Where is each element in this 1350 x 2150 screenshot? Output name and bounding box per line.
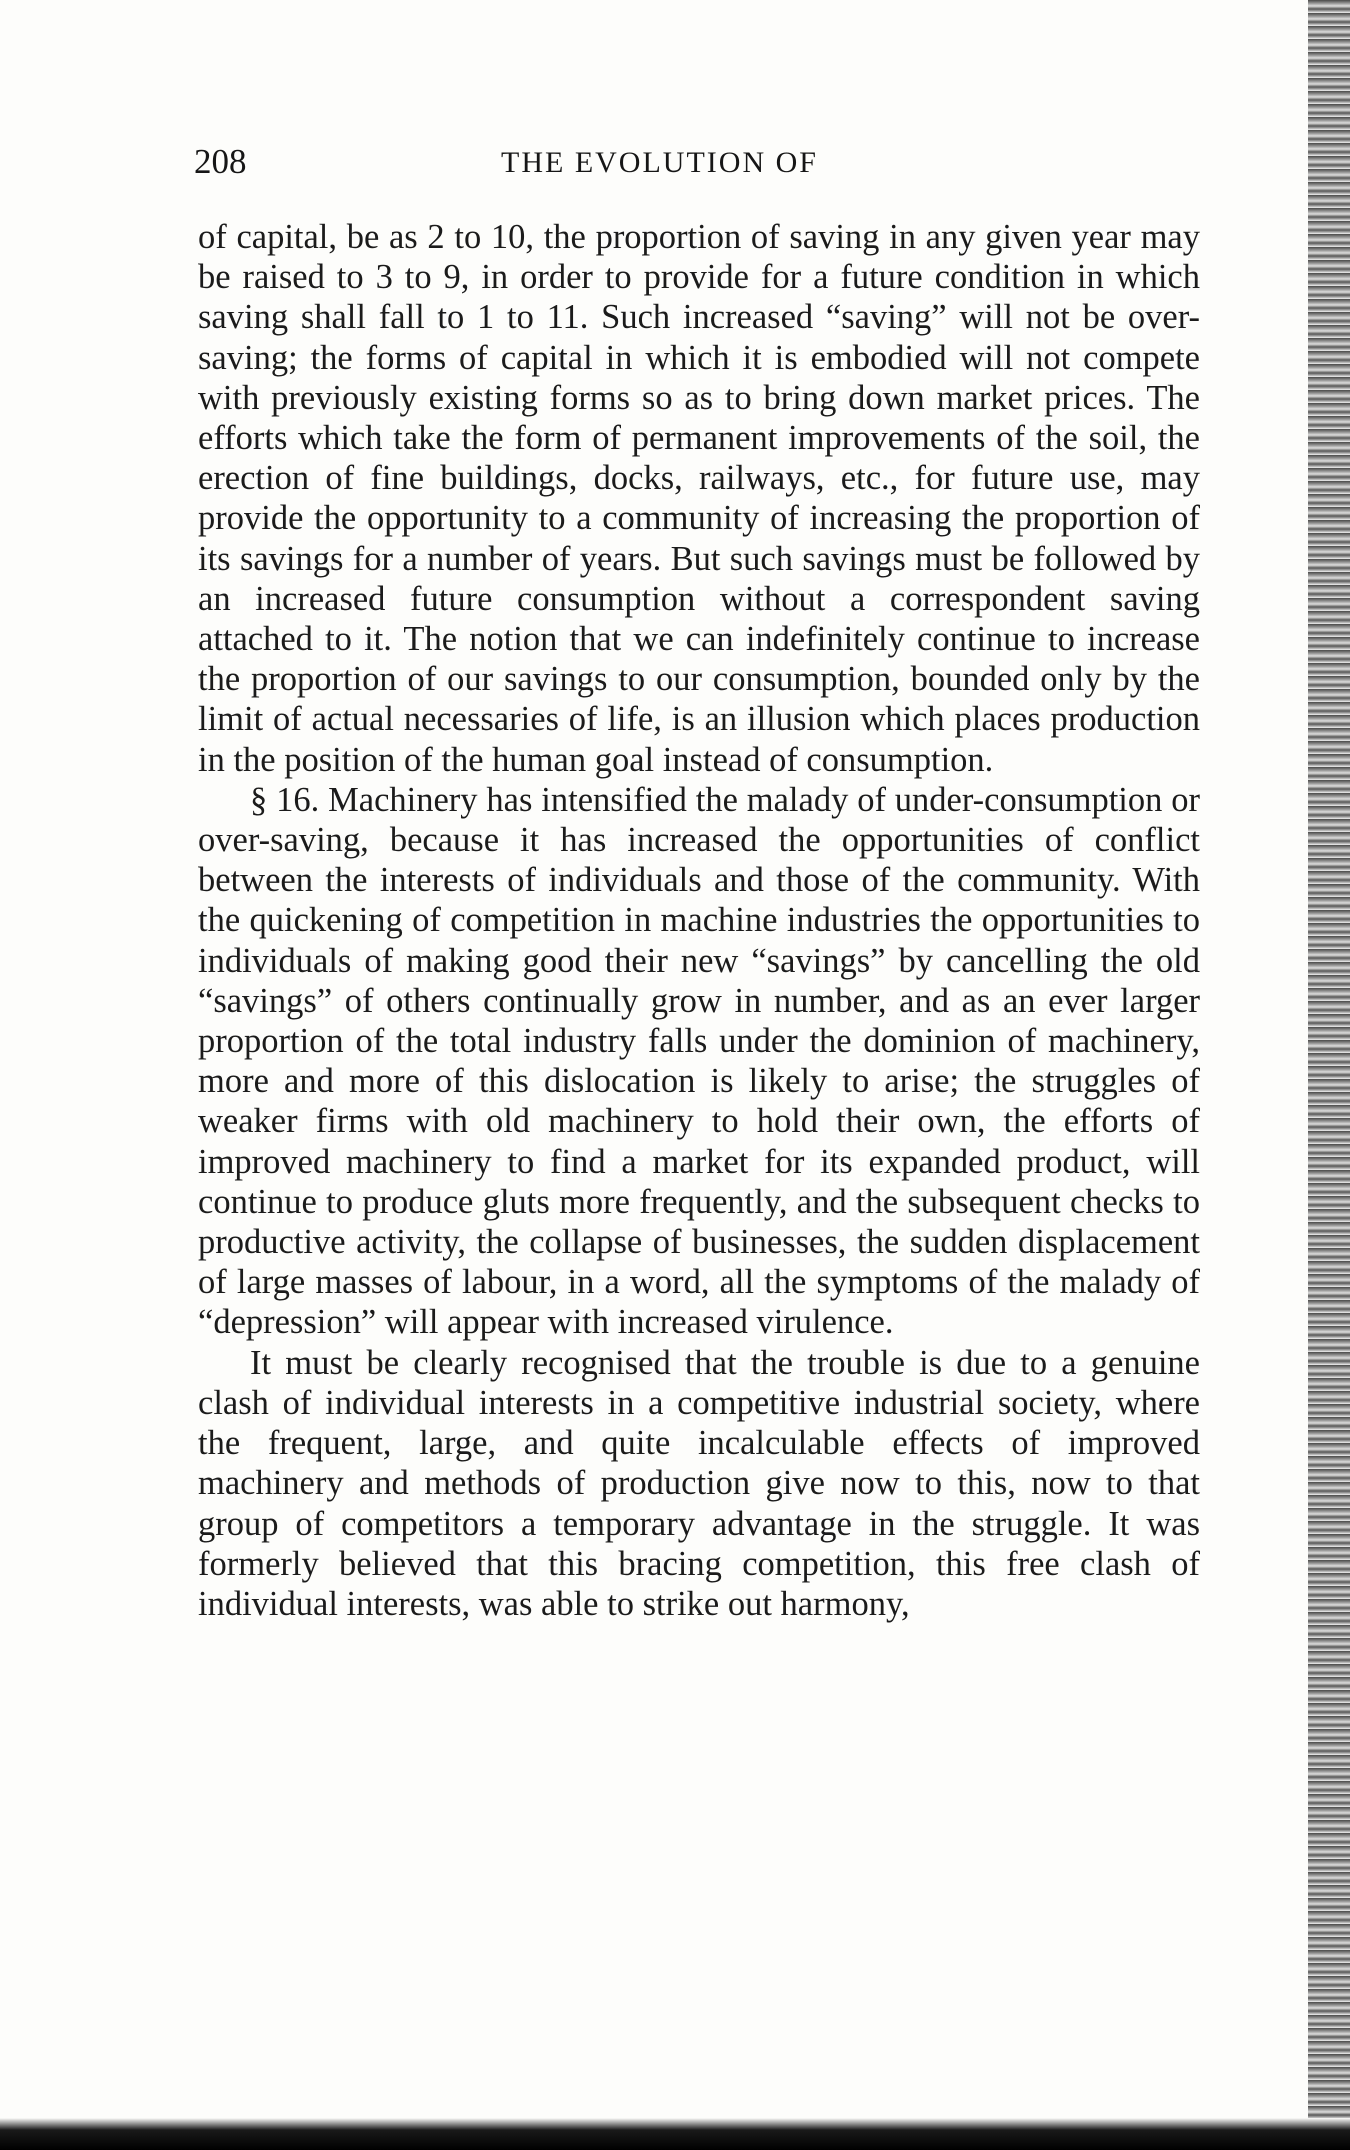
paragraph-continued: of capital, be as 2 to 10, the proportion of saving in any given year may be raised to 3 to 9, in order to provide for a future condition in which saving shall fall to 1 to 11. Such increased “saving” will not be over-saving; the forms of capital in which it is embodied will not compete with previously existing forms so as to bring down market prices. The efforts which take the form of permanent improvements of the soil, the erection of fine buildings, docks, railways, etc., for future use, may provide the opportunity to a community of increasing the proportion of its savings for a number of years. But such savings must be followed by an increased future consumption without a correspondent saving attached to it. The notion that we can indefinitely continue to increase the proportion of our savings to our consumption, bounded only by the limit of actual necessaries of life, is an illusion which places production in the position of the human goal instead of consumption.	[198, 218, 1200, 779]
page-number: 208	[194, 142, 247, 181]
running-head	[194, 142, 1194, 186]
running-title: THE EVOLUTION OF	[501, 146, 818, 179]
paragraph-competition: It must be clearly recognised that the trouble is due to a genuine clash of individual interests in a competitive industrial society, where the frequent, large, and quite incalculable effects of improved machinery and methods of production give now to this, now to that group of competitors a temporary advantage in the struggle. It was formerly believed that this bracing competition, this free clash of individual interests, was able to strike out harmony,	[198, 1343, 1200, 1623]
page-edge-shadow	[1308, 0, 1350, 2150]
bottom-edge-shadow	[0, 2118, 1350, 2150]
body-text	[198, 217, 1200, 1624]
paragraph-section-16: § 16. Machinery has intensified the malady of under-consumption or over-saving, because it has increased the opportunities of conflict between the interests of individuals and those of the community. With the quickening of competition in machine industries the opportunities to individuals of making good their new “savings” by cancelling the old “savings” of others continually grow in number, and as an ever larger proportion of the total industry falls under the dominion of machinery, more and more of this dislocation is likely to arise; the struggles of weaker firms with old machinery to hold their own, the efforts of improved machinery to find a market for its expanded product, will continue to produce gluts more frequently, and the subsequent checks to productive activity, the collapse of businesses, the sudden displacement of large masses of labour, in a word, all the symptoms of the malady of “depression” will appear with increased virulence.	[198, 780, 1200, 1342]
